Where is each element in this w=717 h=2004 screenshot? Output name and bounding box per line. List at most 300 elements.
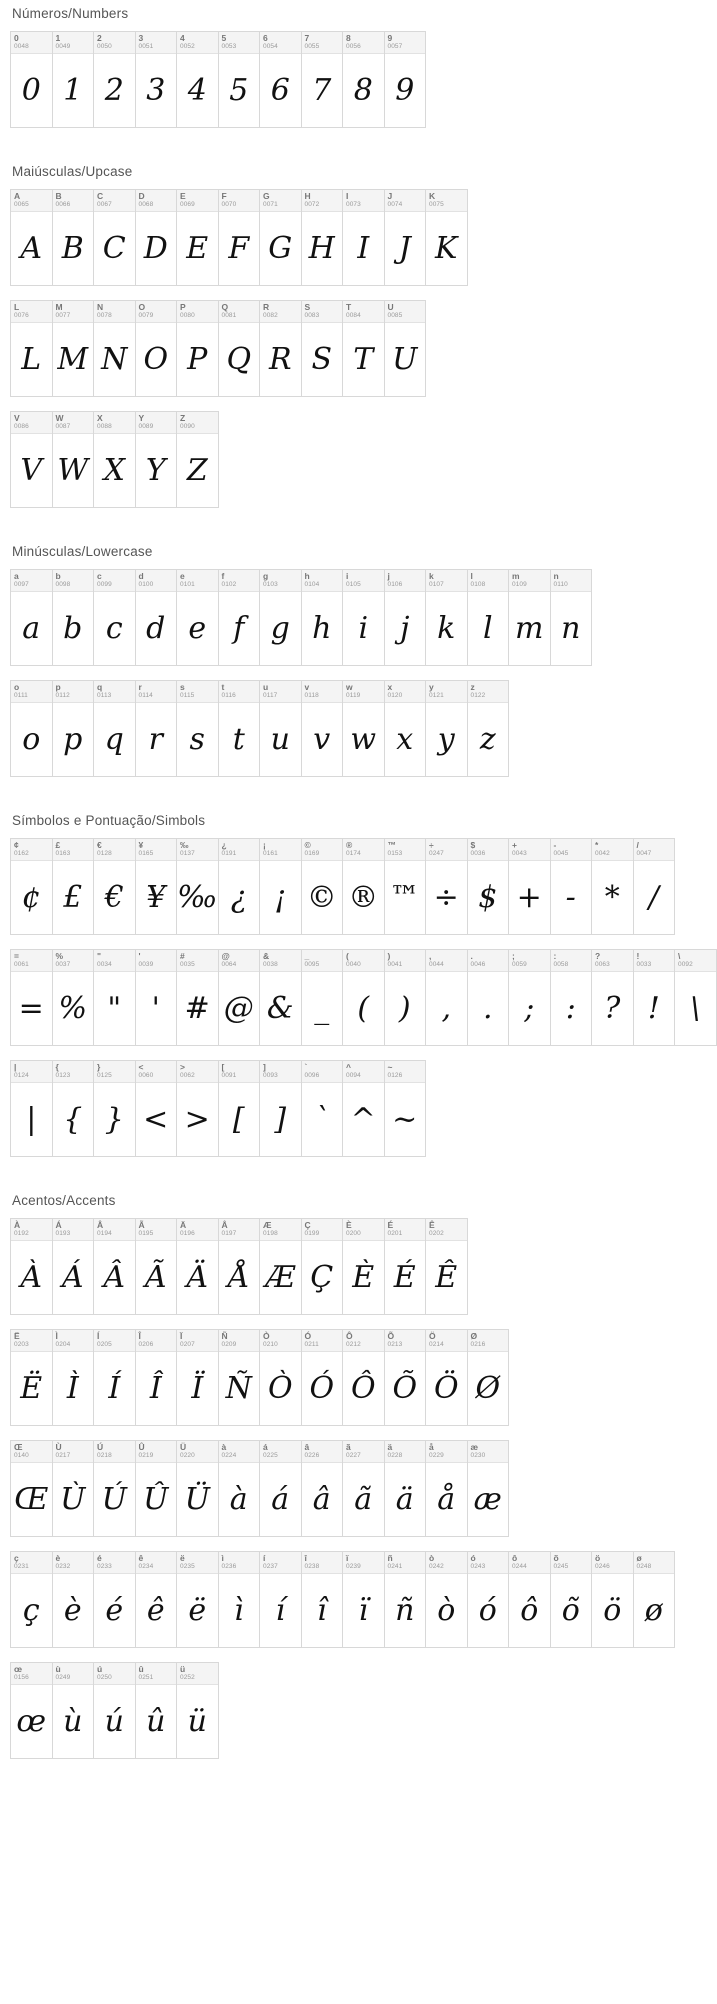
glyph-cell[interactable]: [53, 950, 95, 1046]
glyph-cell-header: [177, 1219, 218, 1241]
glyph-cell-header: [426, 1441, 467, 1463]
glyph-cell[interactable]: [260, 32, 302, 128]
glyph-preview: O: [143, 341, 169, 377]
glyph-cell[interactable]: [343, 301, 385, 397]
glyph-code-label: 0085: [387, 312, 403, 319]
glyph-cell[interactable]: [302, 570, 344, 666]
glyph-cell-header: [136, 839, 177, 861]
glyph-cell[interactable]: [468, 1330, 510, 1426]
glyph-code-label: 0229: [429, 1452, 444, 1459]
glyph-preview: g: [270, 610, 290, 646]
glyph-cell-header: [675, 950, 716, 972]
glyph-cell[interactable]: [136, 190, 178, 286]
glyph-cell-header: [343, 32, 384, 54]
glyph-cell-header: [11, 839, 52, 861]
glyph-cell[interactable]: [219, 1061, 261, 1157]
glyph-cell[interactable]: [53, 1330, 95, 1426]
glyph-code-label: 0080: [180, 312, 195, 319]
glyph-cell[interactable]: [177, 190, 219, 286]
glyph-character-label: N: [97, 302, 104, 312]
sections-container: [10, 0, 701, 1759]
glyph-code-label: 0195: [138, 1230, 154, 1237]
glyph-preview: Ì: [66, 1370, 79, 1406]
glyph-code-label: 0200: [346, 1230, 361, 1237]
glyph-character-label: Ú: [97, 1442, 104, 1452]
glyph-cell[interactable]: [385, 190, 427, 286]
glyph-cell[interactable]: [219, 1219, 261, 1315]
glyph-cell[interactable]: [177, 570, 219, 666]
glyph-cell[interactable]: [11, 1552, 53, 1648]
glyph-cell[interactable]: [177, 839, 219, 935]
glyph-cell[interactable]: [53, 190, 95, 286]
glyph-code-label: 0212: [346, 1341, 361, 1348]
glyph-cell[interactable]: [11, 32, 53, 128]
glyph-code-label: 0035: [180, 961, 195, 968]
glyph-cell-header: [426, 839, 467, 861]
glyph-cell[interactable]: [53, 412, 95, 508]
glyph-cell[interactable]: [219, 1552, 261, 1648]
glyph-character-label: é: [97, 1553, 102, 1563]
glyph-cell[interactable]: [260, 950, 302, 1046]
glyph-preview: e: [188, 610, 207, 646]
glyph-code-label: 0054: [263, 43, 278, 50]
glyph-cell[interactable]: [94, 681, 136, 777]
glyph-code-label: 0203: [14, 1341, 29, 1348]
glyph-cell[interactable]: [94, 1441, 136, 1537]
glyph-cell[interactable]: [343, 570, 385, 666]
glyph-row: [10, 680, 509, 777]
glyph-preview: à: [229, 1481, 248, 1517]
glyph-cell-header: [468, 950, 509, 972]
glyph-cell[interactable]: [136, 412, 178, 508]
glyph-row: [10, 1551, 675, 1648]
glyph-cell[interactable]: [177, 32, 219, 128]
glyph-cell[interactable]: [94, 190, 136, 286]
glyph-cell-header: [53, 301, 94, 323]
glyph-cell[interactable]: [385, 301, 427, 397]
glyph-cell[interactable]: [136, 950, 178, 1046]
glyph-character-label: Ñ: [221, 1331, 228, 1341]
glyph-cell[interactable]: [302, 950, 344, 1046]
glyph-code-label: 0117: [263, 692, 278, 699]
glyph-cell[interactable]: [426, 950, 468, 1046]
glyph-cell[interactable]: [302, 839, 344, 935]
glyph-code-label: 0046: [470, 961, 486, 968]
glyph-character-label: $: [470, 840, 476, 850]
glyph-cell[interactable]: [343, 1552, 385, 1648]
glyph-character-label: Ö: [429, 1331, 436, 1341]
glyph-code-label: 0082: [263, 312, 278, 319]
glyph-cell[interactable]: [343, 1061, 385, 1157]
glyph-cell[interactable]: [260, 190, 302, 286]
glyph-code-label: 0049: [55, 43, 71, 50]
glyph-preview: f: [233, 610, 245, 646]
glyph-cell-header: [302, 839, 343, 861]
glyph-cell[interactable]: [468, 1552, 510, 1648]
glyph-cell[interactable]: [11, 950, 53, 1046]
glyph-code-label: 0114: [138, 692, 153, 699]
glyph-cell[interactable]: [426, 1552, 468, 1648]
glyph-cell[interactable]: [302, 1219, 344, 1315]
glyph-cell[interactable]: [11, 412, 53, 508]
glyph-rows: [10, 1218, 663, 1759]
glyph-cell-header: [509, 950, 550, 972]
glyph-cell[interactable]: [302, 190, 344, 286]
glyph-code-label: 0103: [263, 581, 278, 588]
glyph-cell[interactable]: [94, 950, 136, 1046]
glyph-cell[interactable]: [11, 570, 53, 666]
glyph-character-label: í: [263, 1553, 266, 1563]
glyph-code-label: 0071: [263, 201, 278, 208]
glyph-code-label: 0137: [180, 850, 195, 857]
glyph-cell[interactable]: [11, 681, 53, 777]
glyph-cell-header: [177, 681, 218, 703]
glyph-cell-header: [343, 1552, 384, 1574]
glyph-code-label: 0057: [387, 43, 403, 50]
glyph-cell[interactable]: [551, 950, 593, 1046]
glyph-cell[interactable]: [11, 839, 53, 935]
glyph-cell[interactable]: [385, 950, 427, 1046]
glyph-cell[interactable]: [509, 839, 551, 935]
glyph-cell[interactable]: [177, 301, 219, 397]
glyph-character-label: 3: [138, 33, 144, 43]
glyph-cell[interactable]: [94, 1663, 136, 1759]
glyph-cell[interactable]: [426, 681, 468, 777]
glyph-cell[interactable]: [177, 950, 219, 1046]
glyph-code-label: 0107: [429, 581, 444, 588]
glyph-cell[interactable]: [94, 1219, 136, 1315]
glyph-cell[interactable]: [426, 1219, 468, 1315]
glyph-cell[interactable]: [177, 1663, 219, 1759]
glyph-cell[interactable]: [53, 570, 95, 666]
glyph-cell[interactable]: [634, 839, 676, 935]
glyph-code-label: 0197: [221, 1230, 237, 1237]
glyph-cell[interactable]: [94, 570, 136, 666]
glyph-cell[interactable]: [11, 1663, 53, 1759]
glyph-code-label: 0101: [180, 581, 195, 588]
glyph-cell[interactable]: [468, 681, 510, 777]
glyph-cell[interactable]: [426, 1330, 468, 1426]
glyph-section: [10, 158, 651, 508]
glyph-cell[interactable]: [343, 1441, 385, 1537]
glyph-cell[interactable]: [94, 301, 136, 397]
glyph-cell[interactable]: [302, 32, 344, 128]
glyph-cell[interactable]: [468, 570, 510, 666]
glyph-cell[interactable]: [136, 1441, 178, 1537]
glyph-cell[interactable]: [468, 839, 510, 935]
glyph-cell-header: [136, 681, 177, 703]
glyph-cell[interactable]: [343, 190, 385, 286]
glyph-cell[interactable]: [385, 839, 427, 935]
glyph-cell[interactable]: [219, 1330, 261, 1426]
glyph-character-label: ò: [429, 1553, 435, 1563]
glyph-cell[interactable]: [343, 32, 385, 128]
glyph-cell-header: [426, 1219, 467, 1241]
glyph-cell[interactable]: [302, 1552, 344, 1648]
glyph-character-label: !: [636, 951, 640, 961]
glyph-cell[interactable]: [385, 1061, 427, 1157]
glyph-cell[interactable]: [551, 570, 593, 666]
glyph-preview: y: [437, 721, 455, 757]
glyph-cell[interactable]: [551, 1552, 593, 1648]
glyph-cell[interactable]: [219, 950, 261, 1046]
glyph-cell[interactable]: [592, 1552, 634, 1648]
glyph-cell[interactable]: [136, 681, 178, 777]
glyph-cell-header: [94, 1552, 135, 1574]
glyph-preview: *: [604, 879, 620, 915]
glyph-cell[interactable]: [260, 681, 302, 777]
glyph-cell-header: [468, 1552, 509, 1574]
glyph-cell[interactable]: [177, 1219, 219, 1315]
glyph-preview: Ø: [475, 1370, 501, 1406]
glyph-cell[interactable]: [260, 1552, 302, 1648]
glyph-cell[interactable]: [385, 1552, 427, 1648]
glyph-character-label: F: [221, 191, 227, 201]
glyph-cell-header: [136, 1219, 177, 1241]
glyph-code-label: 0106: [387, 581, 403, 588]
glyph-cell[interactable]: [177, 1061, 219, 1157]
glyph-cell[interactable]: [592, 839, 634, 935]
glyph-cell-header: [177, 190, 218, 212]
glyph-cell[interactable]: [343, 950, 385, 1046]
glyph-preview: ó: [478, 1592, 497, 1628]
glyph-cell[interactable]: [219, 32, 261, 128]
glyph-character-label: ©: [304, 840, 311, 850]
glyph-cell[interactable]: [177, 681, 219, 777]
glyph-cell[interactable]: [136, 32, 178, 128]
glyph-code-label: 0062: [180, 1072, 195, 1079]
glyph-cell[interactable]: [509, 570, 551, 666]
glyph-cell[interactable]: [260, 1061, 302, 1157]
glyph-code-label: 0091: [221, 1072, 237, 1079]
glyph-cell[interactable]: [302, 1061, 344, 1157]
glyph-character-label: J: [387, 191, 393, 201]
glyph-preview: $: [478, 879, 498, 915]
glyph-cell[interactable]: [260, 839, 302, 935]
glyph-cell[interactable]: [94, 1061, 136, 1157]
glyph-code-label: 0219: [138, 1452, 154, 1459]
glyph-code-label: 0102: [221, 581, 237, 588]
glyph-code-label: 0115: [180, 692, 195, 699]
glyph-cell[interactable]: [385, 570, 427, 666]
glyph-cell[interactable]: [343, 1219, 385, 1315]
glyph-cell[interactable]: [343, 681, 385, 777]
glyph-cell[interactable]: [426, 190, 468, 286]
glyph-cell[interactable]: [53, 1061, 95, 1157]
glyph-code-label: 0050: [97, 43, 112, 50]
glyph-cell[interactable]: [426, 570, 468, 666]
glyph-cell[interactable]: [385, 1441, 427, 1537]
glyph-cell[interactable]: [343, 839, 385, 935]
glyph-cell[interactable]: [260, 1330, 302, 1426]
glyph-code-label: 0205: [97, 1341, 112, 1348]
glyph-cell[interactable]: [136, 1330, 178, 1426]
glyph-cell[interactable]: [385, 681, 427, 777]
glyph-code-label: 0090: [180, 423, 195, 430]
glyph-code-label: 0225: [263, 1452, 278, 1459]
glyph-preview: ÷: [433, 879, 459, 915]
glyph-cell[interactable]: [592, 950, 634, 1046]
glyph-cell-header: [53, 681, 94, 703]
glyph-cell[interactable]: [94, 32, 136, 128]
glyph-preview: ®: [348, 879, 379, 915]
glyph-cell-header: [385, 1219, 426, 1241]
glyph-cell-header: [11, 1061, 52, 1083]
glyph-cell[interactable]: [385, 32, 427, 128]
glyph-preview: ò: [437, 1592, 456, 1628]
glyph-cell[interactable]: [177, 1552, 219, 1648]
glyph-cell[interactable]: [94, 1552, 136, 1648]
glyph-character-label: #: [180, 951, 185, 961]
glyph-cell[interactable]: [136, 1552, 178, 1648]
glyph-cell[interactable]: [509, 1552, 551, 1648]
glyph-character-label: Ì: [55, 1331, 58, 1341]
glyph-cell-header: [136, 1552, 177, 1574]
glyph-code-label: 0153: [387, 850, 403, 857]
glyph-cell[interactable]: [136, 301, 178, 397]
glyph-cell-header: [53, 190, 94, 212]
glyph-cell[interactable]: [53, 301, 95, 397]
glyph-cell[interactable]: [53, 681, 95, 777]
glyph-cell[interactable]: [260, 301, 302, 397]
glyph-cell[interactable]: [634, 950, 676, 1046]
glyph-cell[interactable]: [136, 1061, 178, 1157]
glyph-character-label: À: [14, 1220, 21, 1230]
glyph-cell[interactable]: [136, 1663, 178, 1759]
glyph-cell[interactable]: [302, 301, 344, 397]
glyph-rows: [10, 189, 651, 508]
glyph-cell[interactable]: [53, 839, 95, 935]
glyph-cell[interactable]: [53, 1663, 95, 1759]
glyph-cell[interactable]: [260, 1219, 302, 1315]
glyph-code-label: 0242: [429, 1563, 444, 1570]
glyph-cell[interactable]: [551, 839, 593, 935]
glyph-preview: ™: [389, 879, 420, 915]
glyph-cell[interactable]: [260, 570, 302, 666]
glyph-code-label: 0064: [221, 961, 237, 968]
glyph-cell[interactable]: [53, 32, 95, 128]
glyph-cell-header: [551, 950, 592, 972]
glyph-character-label: Ë: [14, 1331, 20, 1341]
glyph-preview: -: [565, 879, 576, 915]
glyph-character-label: ¡: [263, 840, 266, 850]
glyph-cell[interactable]: [11, 301, 53, 397]
glyph-cell[interactable]: [136, 839, 178, 935]
glyph-character-label: Ã: [138, 1220, 145, 1230]
glyph-character-label: x: [387, 682, 393, 692]
glyph-cell[interactable]: [94, 839, 136, 935]
glyph-code-label: 0084: [346, 312, 361, 319]
glyph-cell[interactable]: [426, 839, 468, 935]
glyph-cell-header: [219, 1061, 260, 1083]
glyph-character-label: -: [553, 840, 557, 850]
glyph-cell[interactable]: [302, 681, 344, 777]
glyph-cell[interactable]: [53, 1552, 95, 1648]
glyph-cell[interactable]: [385, 1330, 427, 1426]
glyph-cell-header: [302, 950, 343, 972]
glyph-cell[interactable]: [219, 839, 261, 935]
glyph-cell[interactable]: [11, 190, 53, 286]
glyph-cell[interactable]: [385, 1219, 427, 1315]
glyph-cell[interactable]: [11, 1219, 53, 1315]
glyph-cell[interactable]: [177, 412, 219, 508]
glyph-cell[interactable]: [136, 1219, 178, 1315]
glyph-character-label: q: [97, 682, 103, 692]
glyph-cell[interactable]: [219, 681, 261, 777]
glyph-character-label: &: [263, 951, 270, 961]
glyph-preview: R: [268, 341, 292, 377]
glyph-cell-header: [509, 839, 550, 861]
glyph-character-label: 9: [387, 33, 393, 43]
glyph-cell[interactable]: [94, 412, 136, 508]
glyph-character-label: 5: [221, 33, 227, 43]
glyph-cell[interactable]: [634, 1552, 676, 1648]
glyph-cell[interactable]: [468, 950, 510, 1046]
glyph-cell[interactable]: [302, 1441, 344, 1537]
glyph-code-label: 0060: [138, 1072, 154, 1079]
glyph-cell[interactable]: [11, 1061, 53, 1157]
glyph-cell[interactable]: [302, 1330, 344, 1426]
glyph-cell-header: [11, 1330, 52, 1352]
glyph-code-label: 0075: [429, 201, 444, 208]
glyph-cell[interactable]: [219, 301, 261, 397]
glyph-cell-header: [219, 190, 260, 212]
glyph-character-label: ¥: [138, 840, 144, 850]
glyph-preview: Q: [226, 341, 252, 377]
glyph-code-label: 0231: [14, 1563, 29, 1570]
glyph-character-label: ]: [263, 1062, 266, 1072]
glyph-cell[interactable]: [94, 1330, 136, 1426]
glyph-character-label: P: [180, 302, 186, 312]
glyph-preview: ä: [395, 1481, 414, 1517]
glyph-character-label: Ç: [304, 1220, 311, 1230]
glyph-cell[interactable]: [219, 190, 261, 286]
glyph-character-label: Í: [97, 1331, 100, 1341]
glyph-cell[interactable]: [260, 1441, 302, 1537]
glyph-preview: N: [101, 341, 128, 377]
glyph-preview: }: [104, 1101, 124, 1137]
glyph-row: [10, 411, 219, 508]
glyph-cell[interactable]: [53, 1441, 95, 1537]
glyph-cell[interactable]: [11, 1441, 53, 1537]
glyph-code-label: 0236: [221, 1563, 237, 1570]
glyph-cell[interactable]: [343, 1330, 385, 1426]
glyph-code-label: 0156: [14, 1674, 29, 1681]
glyph-preview: Ç: [310, 1259, 334, 1295]
glyph-cell-header: [343, 950, 384, 972]
glyph-code-label: 0111: [14, 692, 28, 699]
glyph-cell[interactable]: [675, 950, 717, 1046]
glyph-code-label: 0232: [55, 1563, 71, 1570]
glyph-cell-header: [11, 681, 52, 703]
glyph-cell[interactable]: [468, 1441, 510, 1537]
glyph-code-label: 0239: [346, 1563, 361, 1570]
glyph-cell[interactable]: [136, 570, 178, 666]
glyph-cell-header: [11, 1663, 52, 1685]
glyph-code-label: 0174: [346, 850, 361, 857]
glyph-cell-header: [136, 301, 177, 323]
glyph-code-label: 0218: [97, 1452, 112, 1459]
glyph-cell[interactable]: [219, 1441, 261, 1537]
glyph-cell[interactable]: [219, 570, 261, 666]
glyph-cell[interactable]: [53, 1219, 95, 1315]
glyph-cell[interactable]: [177, 1441, 219, 1537]
glyph-cell[interactable]: [11, 1330, 53, 1426]
glyph-cell[interactable]: [177, 1330, 219, 1426]
glyph-cell[interactable]: [426, 1441, 468, 1537]
glyph-preview: Î: [149, 1370, 162, 1406]
glyph-cell[interactable]: [509, 950, 551, 1046]
